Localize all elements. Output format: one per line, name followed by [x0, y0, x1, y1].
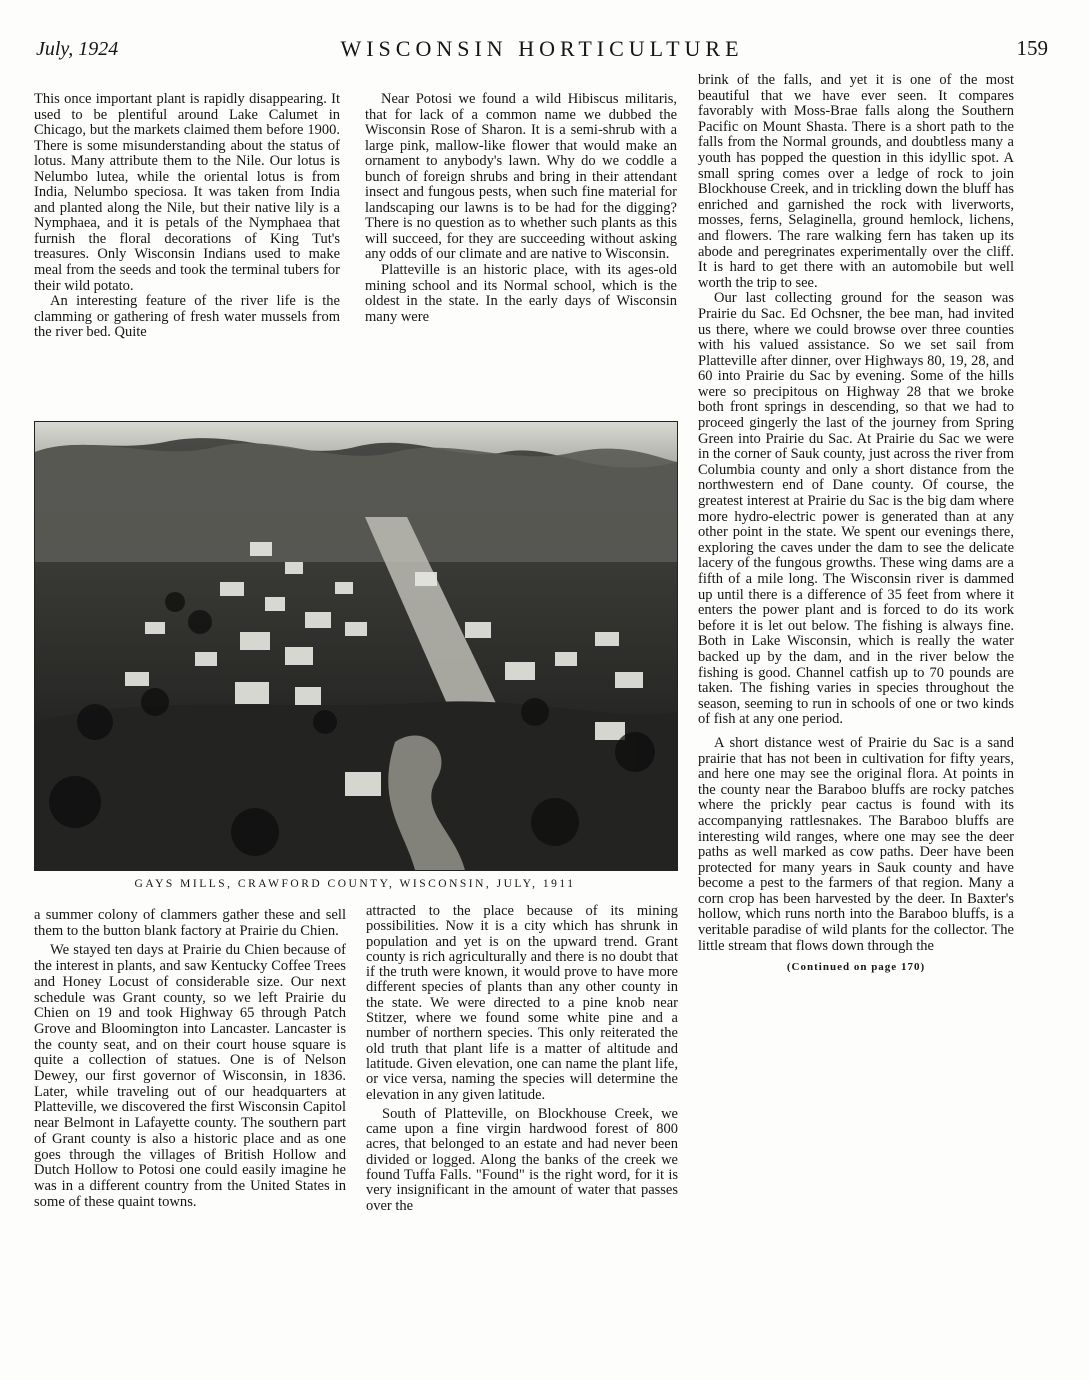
magazine-title: WISCONSIN HORTICULTURE [340, 36, 744, 61]
paragraph: An interesting feature of the river life is the clamming or gathering of fresh water mussels from the river bed. Quite [34, 293, 340, 341]
issue-date: July, 1924 [36, 38, 119, 60]
town-photo-illustration [35, 422, 677, 870]
paragraph: This once important plant is rapidly disappearing. It used to be plentiful around Lake Calumet in Chicago, but the markets claimed them before 1900. There is some misunderstanding about the status of lotus. Many attribute them to the Nile. Our lotus is Nelumbo lutea, while the oriental lotus is from India, Nelumbo speciosa. It was taken from India and planted along the Nile, but their native lily is a Nymphaea, and it is petals of the Nymphaea that furnish the floral decorations of King Tut's treasures. Only Wisconsin Indians used to make meal from the seeds and took the terminal tubers for their wild potato. [34, 91, 340, 294]
column-1-top [34, 92, 340, 341]
paragraph: South of Platteville, on Blockhouse Creek, we came upon a fine virgin hardwood forest of 800 acres, that belonged to an estate and had never been divided or logged. Along the banks of the creek we found Tuffa Falls. "Found" is the right word, for it is very insignificant in the amount of water that passes over the [366, 1105, 678, 1214]
paragraph: brink of the falls, and yet it is one of the most beautiful that we have ever seen. It compares favorably with Moss-Brae falls along the Southern Pacific on Mount Shasta. There is a short path to the falls from the Normal grounds, and doubtless many a youth has popped the question in this idyllic spot. A small spring comes over a ledge of rock to join Blockhouse Creek, and in trickling down the bluff has enriched and garnished the rock with liverworts, mosses, ferns, Selaginella, ground hemlock, lichens, and flowers. The rare walking fern has taken up its abode and peregrinates experimentally over the cliff. It is hard to get there with an automobile but well worth the trip to see. [698, 72, 1014, 291]
paragraph: a summer colony of clammers gather these and sell them to the button blank factory at Prairie du Chien. [34, 907, 346, 939]
hills [35, 443, 677, 562]
page-header [36, 34, 1048, 68]
paragraph: attracted to the place because of its mining possibilities. Now it is a city which has shrunk in population and yet is on the upward trend. Grant county is rich agriculturally and there is no doubt that if the truth were known, it would prove to have more different species of plants than any other county in the state. We were directed to a pine knob near Stitzer, where we found some white pine and a number of northern species. This only reiterated the old truth that plant life is a matter of altitude and latitude. Given elevation, one can name the plant life, or vice versa, naming the species will determine the elevation in any given latitude. [366, 903, 678, 1103]
photo-caption: GAYS MILLS, CRAWFORD COUNTY, WISCONSIN, JULY, 1911 [134, 878, 576, 890]
continued-note: (Continued on page 170) [786, 961, 926, 974]
paragraph: A short distance west of Prairie du Sac is a sand prairie that has not been in cultivation for fifty years, and here one may see the original flora. At points in the county near the Baraboo bluffs are rocky patches where the prickly pear cactus is found with its accompanying rattlesnakes. The Baraboo bluffs are interesting wild ranges, where one may see the deer paths as well marked as cow paths. Deer have been protected for many years in Sauk county and have become a pest to the farmers of that region. Many a corn crop has been harvested by the deer. In Baxter's hollow, which runs north into the Baraboo bluffs, is a veritable paradise of wild plants for the collector. The little stream that flows down through the [698, 734, 1014, 954]
paragraph: Platteville is an historic place, with its ages-old mining school and its Normal school, which is the oldest in the state. In the early days of Wisconsin many were [365, 262, 677, 325]
column-2-bottom [366, 904, 678, 1214]
paragraph: Near Potosi we found a wild Hibiscus militaris, that for lack of a common name we dubbed the Wisconsin Rose of Sharon. It is a semi-shrub with a large pink, mallow-like flower that would make an ornament to anybody's lawn. Why do we coddle a bunch of foreign shrubs and bring in their attendant insect and fungous pests, when such fine material for landscaping our lawns is to be had for the digging? There is no question as to whether such plants as this will succeed, for they are succeeding without asking any odds of our climate and are native to Wisconsin. [365, 91, 677, 263]
paragraph: Our last collecting ground for the season was Prairie du Sac. Ed Ochsner, the bee man, had invited us there, where we could browse over three counties with his valued assistance. So we set sail from Platteville after dinner, over Highways 80, 19, 28, and 60 into Prairie du Sac by evening. Some of the hills were so precipitous on Highway 28 that we broke both front springs in descending, so that we had to proceed gingerly the last of the journey from Spring Green into Prairie du Sac. At Prairie du Sac we were in the corner of Sauk county, just across the river from Columbia county and only a short distance from the northwestern end of Dane county. Of course, the greatest interest at Prairie du Sac is the big dam where more hydro-electric power is generated than at any other point in the state. We spent our evenings there, exploring the caves under the dam to see the delicate lacery of the fungous growths. These wing dams are a fifth of a mile long. The Wisconsin river is dammed up until there is a difference of 35 feet from where it enters the power plant and is forced to do its work before it is let out below. The fishing is always fine. Both in Lake Wisconsin, which is really the water backed up by the dam, and in the river below the fishing is good. Channel catfish up to 70 pounds are taken. The fishing varies in species throughout the season, seeming to run in schools of one or two kinds of fish at any one period. [698, 290, 1014, 728]
page-number: 159 [1016, 36, 1048, 60]
column-3 [698, 73, 1014, 976]
column-2-top [365, 92, 677, 325]
town-photograph [34, 421, 678, 871]
paragraph: We stayed ten days at Prairie du Chien because of the interest in plants, and saw Kentucky Coffee Trees and Honey Locust of considerable size. Our next schedule was Grant county, so we left Prairie du Chien on 19 and took Highway 65 through Patch Grove and Bloomington into Lancaster. Lancaster is the county seat, and on their court house square is quite a collection of statues. One is of Nelson Dewey, our first governor of Wisconsin, in 1836. Later, while traveling out of our headquarters at Platteville, we discovered the first Wisconsin Capitol near Belmont in Lafayette county. The southern part of Grant county is also a historic place and as one goes through the villages of British Hollow and Dutch Hollow to Potosi one could easily imagine he was in a different country from the United States in some of these quaint towns. [34, 942, 346, 1210]
column-1-bottom [34, 908, 346, 1210]
